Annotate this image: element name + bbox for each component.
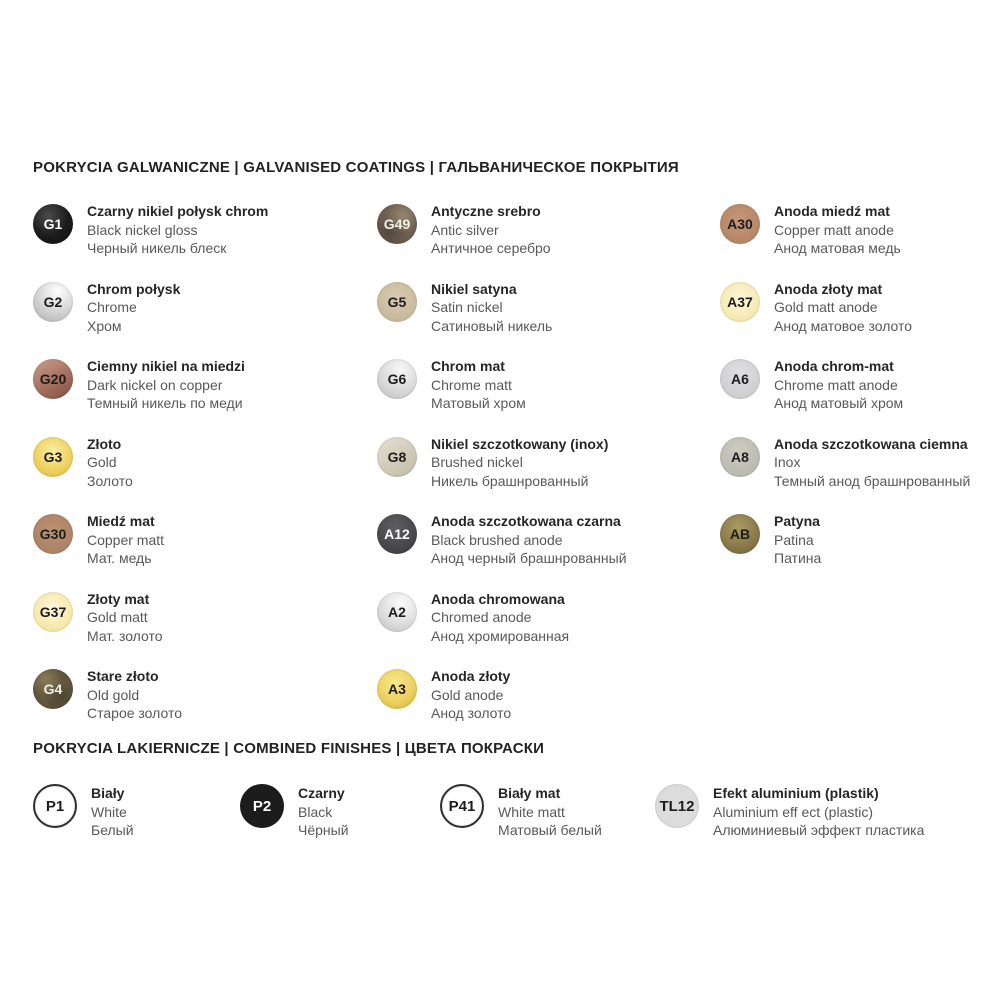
swatch-code: A30 <box>727 216 753 232</box>
swatch-a30-circle <box>720 204 760 244</box>
label-en: Gold anode <box>431 686 504 703</box>
swatch-a8-circle <box>720 437 760 477</box>
label-pl: Nikiel satyna <box>431 280 517 297</box>
swatch-code: P1 <box>45 797 65 815</box>
label-pl: Chrom mat <box>431 358 505 374</box>
label-pl: Anoda złoty <box>431 668 511 684</box>
label-en: Copper matt anode <box>774 221 894 238</box>
label-en: Gold <box>87 454 117 470</box>
swatch-code: G6 <box>387 371 407 387</box>
label-ru: Анод золото <box>431 705 512 721</box>
finish-entry-a37 <box>720 280 998 336</box>
label-ru: Алюминиевый эффект пластика <box>713 822 925 838</box>
swatch-code: A3 <box>388 681 406 697</box>
swatch-code: TL12 <box>659 797 695 815</box>
finish-labels <box>431 280 552 336</box>
label-en: Chrome matt <box>431 376 512 393</box>
section-header-galvanised: POKRYCIA GALWANICZNE | GALVANISED COATINGS | ГАЛЬВАНИЧЕСКОЕ ПОКРЫТИЯ <box>33 159 679 176</box>
section-header-lacquered: POKRYCIA LAKIERNICZE | COMBINED FINISHES | ЦВЕТА ПОКРАСКИ <box>33 740 545 757</box>
label-ru: Античное серебро <box>431 240 551 256</box>
finish-labels <box>431 357 526 413</box>
finish-labels <box>87 357 245 413</box>
finish-column-2 <box>377 202 720 745</box>
label-en: Gold matt <box>87 609 148 625</box>
finish-entry-a30 <box>720 202 998 258</box>
label-pl: Patyna <box>774 513 820 529</box>
finish-entry-p41 <box>440 784 602 840</box>
label-pl: Czarny <box>298 785 345 801</box>
label-pl: Efekt aluminium (plastik) <box>713 785 879 801</box>
swatch-code: G8 <box>387 448 407 465</box>
finish-entry-g30 <box>33 512 377 568</box>
label-en: Black <box>298 803 333 820</box>
finish-entry-g2 <box>33 280 377 336</box>
label-pl: Ciemny nikiel na miedzi <box>87 358 245 374</box>
finish-labels <box>774 435 970 491</box>
finish-entry-g3 <box>33 435 377 491</box>
swatch-code: G49 <box>383 216 411 232</box>
finish-labels <box>298 784 349 840</box>
finish-labels <box>431 202 551 258</box>
swatch-p1-circle <box>33 784 77 828</box>
label-ru: Чёрный <box>298 822 349 838</box>
finish-entry-g4 <box>33 667 377 723</box>
label-pl: Czarny nikiel połysk chrom <box>87 203 269 219</box>
label-en: Patina <box>774 531 814 548</box>
label-pl: Biały mat <box>498 785 561 801</box>
finish-labels <box>87 202 268 258</box>
label-en: Aluminium eff ect (plastic) <box>713 803 874 820</box>
label-ru: Анод матовый хром <box>774 395 904 411</box>
label-ru: Анод хромированная <box>431 627 570 644</box>
finish-labels <box>91 784 134 840</box>
label-pl: Anoda szczotkowana czarna <box>431 513 621 529</box>
label-pl: Anoda chromowana <box>431 590 565 607</box>
label-ru: Матовый белый <box>498 822 602 838</box>
finish-labels <box>87 280 180 336</box>
label-en: Black brushed anode <box>431 531 563 548</box>
label-ru: Золото <box>87 472 133 489</box>
label-pl: Antyczne srebro <box>431 203 541 219</box>
finish-labels <box>87 512 164 568</box>
swatch-code: G3 <box>43 448 63 465</box>
label-ru: Черный никель блеск <box>87 240 227 256</box>
swatch-code: P2 <box>252 797 272 815</box>
label-en: White <box>91 803 127 820</box>
finish-entry-a2 <box>377 590 720 646</box>
finish-entry-g49 <box>377 202 720 258</box>
swatch-p2-circle <box>240 784 284 828</box>
label-pl: Złoty mat <box>87 590 150 607</box>
swatch-a3-circle <box>377 669 417 709</box>
swatch-ab-circle <box>720 514 760 554</box>
finish-column-3 <box>720 202 998 590</box>
swatch-code: G4 <box>43 681 63 697</box>
swatch-code: A8 <box>731 448 749 465</box>
finish-entry-a12 <box>377 512 720 568</box>
swatch-g4-circle <box>33 669 73 709</box>
swatch-code: G30 <box>39 526 67 542</box>
label-en: Brushed nickel <box>431 454 523 470</box>
swatch-code: G20 <box>39 371 67 387</box>
label-en: Gold matt anode <box>774 299 878 315</box>
finish-entry-g20 <box>33 357 377 413</box>
label-ru: Мат. медь <box>87 550 152 566</box>
label-ru: Сатиновый никель <box>431 317 553 334</box>
swatch-g6-circle <box>377 359 417 399</box>
label-pl: Stare złoto <box>87 668 159 684</box>
label-ru: Темный анод брашнрованный <box>774 472 971 489</box>
swatch-code: G1 <box>43 216 63 232</box>
label-pl: Miedź mat <box>87 513 155 529</box>
finish-entry-a3 <box>377 667 720 723</box>
label-en: Antic silver <box>431 221 499 238</box>
finish-labels <box>774 512 821 568</box>
label-ru: Патина <box>774 550 822 566</box>
swatch-a6-circle <box>720 359 760 399</box>
label-ru: Хром <box>87 317 122 334</box>
swatch-code: G37 <box>39 603 67 620</box>
finish-labels <box>713 784 924 840</box>
finish-entry-tl12 <box>655 784 924 840</box>
finish-entry-a6 <box>720 357 998 413</box>
swatch-g1-circle <box>33 204 73 244</box>
swatch-g30-circle <box>33 514 73 554</box>
finish-entry-g1 <box>33 202 377 258</box>
swatch-g2-circle <box>33 282 73 322</box>
label-en: Satin nickel <box>431 299 503 315</box>
label-ru: Белый <box>91 822 134 838</box>
swatch-g20-circle <box>33 359 73 399</box>
finish-column-1 <box>33 202 377 745</box>
finish-entry-g6 <box>377 357 720 413</box>
label-en: Old gold <box>87 686 140 703</box>
label-pl: Chrom połysk <box>87 280 181 297</box>
swatch-code: G2 <box>43 293 63 310</box>
finish-labels <box>87 590 163 646</box>
finish-labels <box>774 357 903 413</box>
label-en: Chromed anode <box>431 609 532 625</box>
label-ru: Мат. золото <box>87 627 163 644</box>
swatch-p41-circle <box>440 784 484 828</box>
finish-labels <box>87 667 182 723</box>
swatch-g5-circle <box>377 282 417 322</box>
swatch-code: AB <box>729 526 751 542</box>
swatch-g49-circle <box>377 204 417 244</box>
finish-labels <box>774 280 912 336</box>
swatch-a12-circle <box>377 514 417 554</box>
swatch-code: A12 <box>384 526 410 542</box>
finish-labels <box>431 512 627 568</box>
finish-entry-p1 <box>33 784 134 840</box>
label-pl: Anoda chrom-mat <box>774 358 894 374</box>
swatch-a2-circle <box>377 592 417 632</box>
label-ru: Темный никель по меди <box>87 395 243 411</box>
swatch-code: A37 <box>727 293 753 310</box>
swatch-a37-circle <box>720 282 760 322</box>
label-pl: Anoda szczotkowana ciemna <box>774 435 968 452</box>
label-pl: Biały <box>91 785 125 801</box>
label-pl: Anoda miedź mat <box>774 203 890 219</box>
label-en: Dark nickel on copper <box>87 376 223 393</box>
label-ru: Анод матовое золото <box>774 317 913 334</box>
label-pl: Nikiel szczotkowany (inox) <box>431 435 609 452</box>
finish-labels <box>87 435 133 491</box>
label-ru: Анод черный брашнрованный <box>431 550 627 566</box>
label-pl: Złoto <box>87 435 122 452</box>
swatch-code: P41 <box>448 797 476 815</box>
swatch-g3-circle <box>33 437 73 477</box>
finish-labels <box>431 667 511 723</box>
finish-entry-ab <box>720 512 998 568</box>
swatch-g37-circle <box>33 592 73 632</box>
label-en: Chrome matt anode <box>774 376 898 393</box>
swatch-tl12-circle <box>655 784 699 828</box>
swatch-code: A6 <box>731 371 749 387</box>
finish-labels <box>774 202 901 258</box>
finish-labels <box>431 590 569 646</box>
finish-entry-g5 <box>377 280 720 336</box>
label-en: Inox <box>774 454 801 470</box>
finish-entry-a8 <box>720 435 998 491</box>
finish-labels <box>498 784 602 840</box>
swatch-code: A2 <box>388 603 406 620</box>
label-ru: Анод матовая медь <box>774 240 901 256</box>
swatch-code: G5 <box>387 293 407 310</box>
finish-entry-p2 <box>240 784 349 840</box>
label-en: Chrome <box>87 299 137 315</box>
label-ru: Никель брашнрованный <box>431 472 589 489</box>
label-en: Black nickel gloss <box>87 221 198 238</box>
finish-entry-g37 <box>33 590 377 646</box>
label-en: Copper matt <box>87 531 165 548</box>
finish-labels <box>431 435 608 491</box>
label-pl: Anoda złoty mat <box>774 280 883 297</box>
label-ru: Старое золото <box>87 705 182 721</box>
label-ru: Матовый хром <box>431 395 526 411</box>
swatch-g8-circle <box>377 437 417 477</box>
label-en: White matt <box>498 803 565 820</box>
finish-entry-g8 <box>377 435 720 491</box>
